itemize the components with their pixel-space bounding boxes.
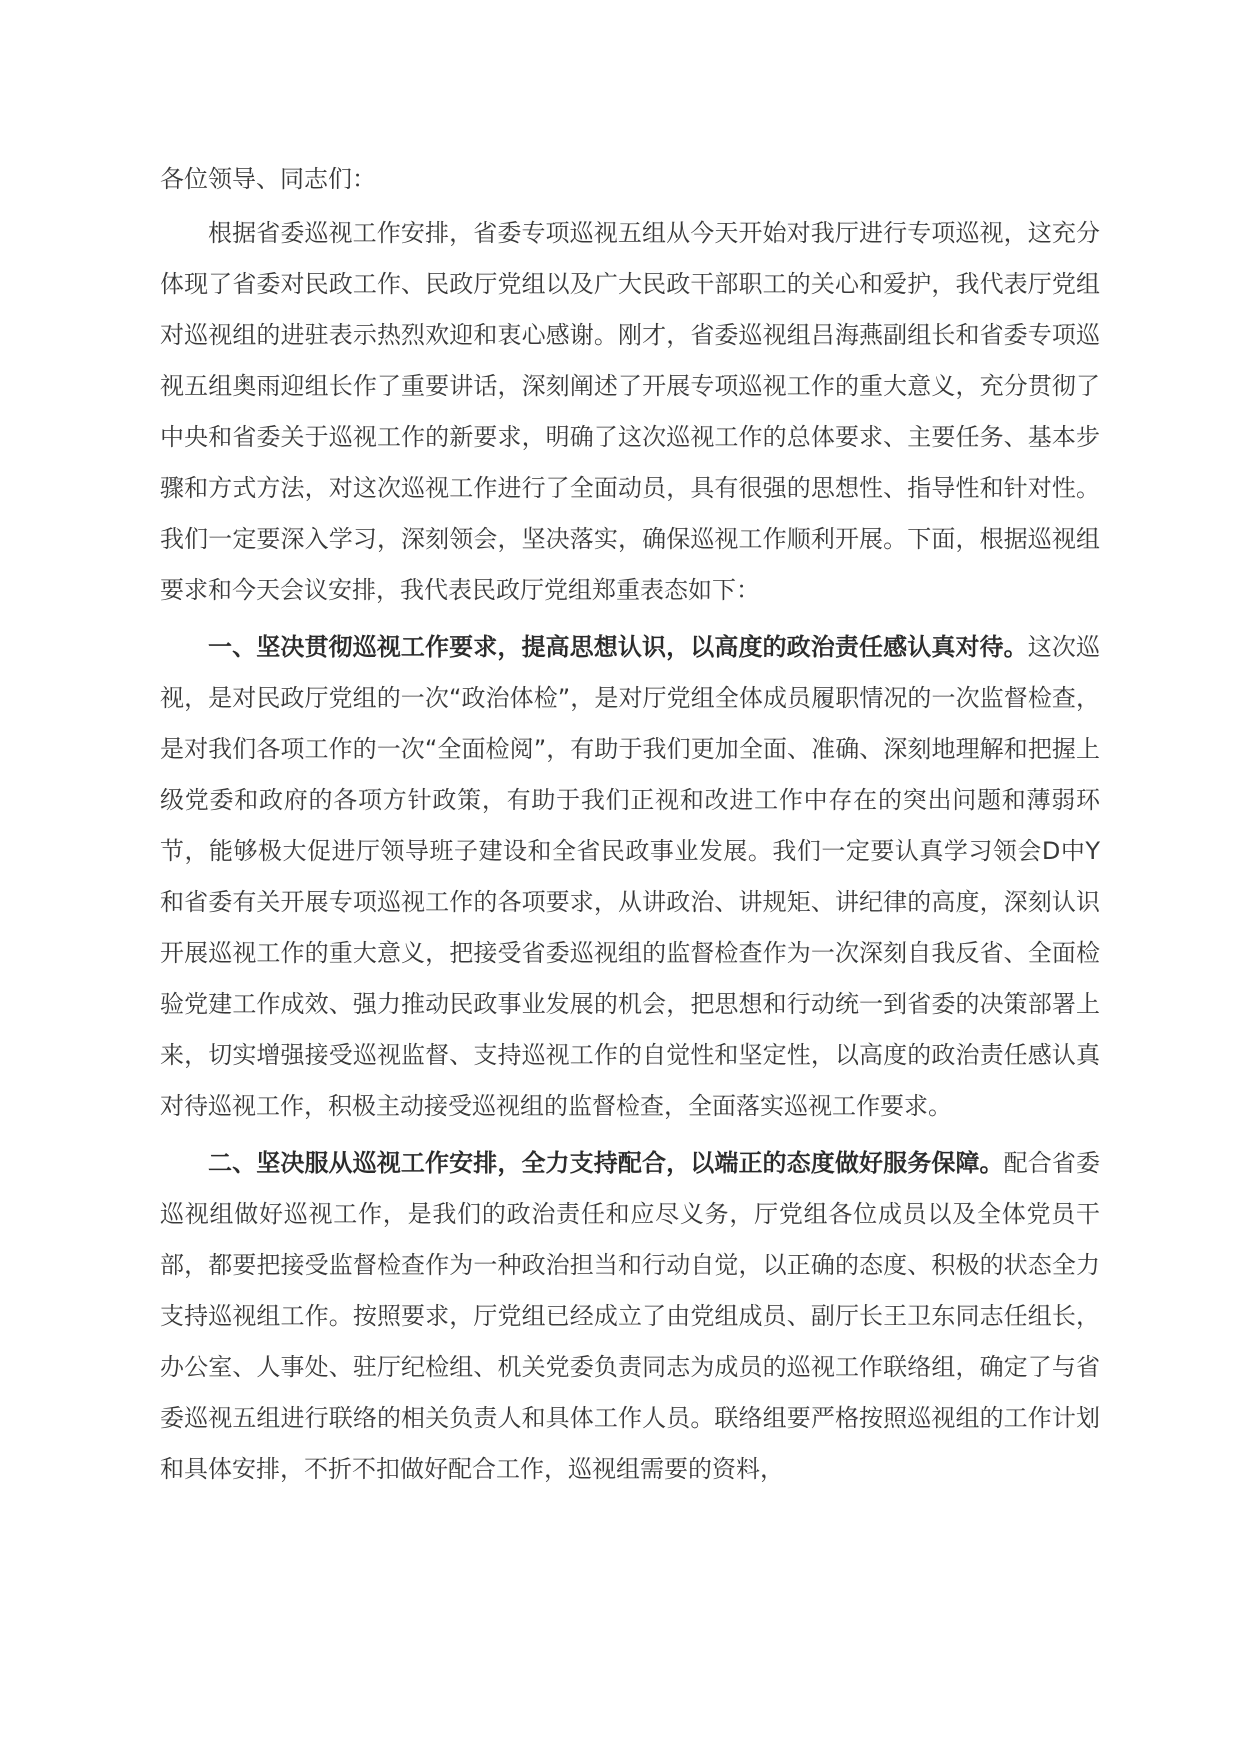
intro-paragraph: 根据省委巡视工作安排，省委专项巡视五组从今天开始对我厅进行专项巡视，这充分体现了省委对民政工作、民政厅党组以及广大民政干部职工的关心和爱护，我代表厅党组对巡视组的进驻表示热烈欢迎和衷心感谢。刚才，省委巡视组吕海燕副组长和省委专项巡视五组奥雨迎组长作了重要讲话，深刻阐述了开展专项巡视工作的重大意义，充分贯彻了中央和省委关于巡视工作的新要求，明确了这次巡视工作的总体要求、主要任务、基本步骤和方式方法，对这次巡视工作进行了全面动员，具有很强的思想性、指导性和针对性。我们一定要深入学习，深刻领会，坚决落实，确保巡视工作顺利开展。下面，根据巡视组要求和今天会议安排，我代表民政厅党组郑重表态如下： (160, 219, 1100, 604)
section-1-body: 这次巡视，是对民政厅党组的一次“政治体检”，是对厅党组全体成员履职情况的一次监督检查，是对我们各项工作的一次“全面检阅”，有助于我们更加全面、准确、深刻地理解和把握上级党委和政府的各项方针政策，有助于我们正视和改进工作中存在的突出问题和薄弱环节，能够极大促进厅领导班子建设和全省民政事业发展。我们一定要认真学习领会D中Y和省委有关开展专项巡视工作的各项要求，从讲政治、讲规矩、讲纪律的高度，深刻认识开展巡视工作的重大意义，把接受省委巡视组的监督检查作为一次深刻自我反省、全面检验党建工作成效、强力推动民政事业发展的机会，把思想和行动统一到省委的决策部署上来，切实增强接受巡视监督、支持巡视工作的自觉性和坚定性，以高度的政治责任感认真对待巡视工作，积极主动接受巡视组的监督检查，全面落实巡视工作要求。 (160, 633, 1101, 1120)
document-page (160, 154, 1100, 1501)
section-2-body: 配合省委巡视组做好巡视工作，是我们的政治责任和应尽义务，厅党组各位成员以及全体党员干部，都要把接受监督检查作为一种政治担当和行动自觉，以正确的态度、积极的状态全力支持巡视组工作。按照要求，厅党组已经成立了由党组成员、副厅长王卫东同志任组长，办公室、人事处、驻厅纪检组、机关党委负责同志为成员的巡视工作联络组，确定了与省委巡视五组进行联络的相关负责人和具体工作人员。联络组要严格按照巡视组的工作计划和具体安排，不折不扣做好配合工作，巡视组需要的资料， (160, 1149, 1101, 1483)
salutation: 各位领导、同志们： (160, 165, 376, 193)
section-1-paragraph (160, 622, 1100, 1132)
section-1-heading: 一、坚决贯彻巡视工作要求，提高思想认识，以高度的政治责任感认真对待。 (208, 633, 1028, 661)
section-2-heading: 二、坚决服从巡视工作安排，全力支持配合，以端正的态度做好服务保障。 (208, 1149, 1004, 1177)
section-2-paragraph (160, 1138, 1100, 1495)
